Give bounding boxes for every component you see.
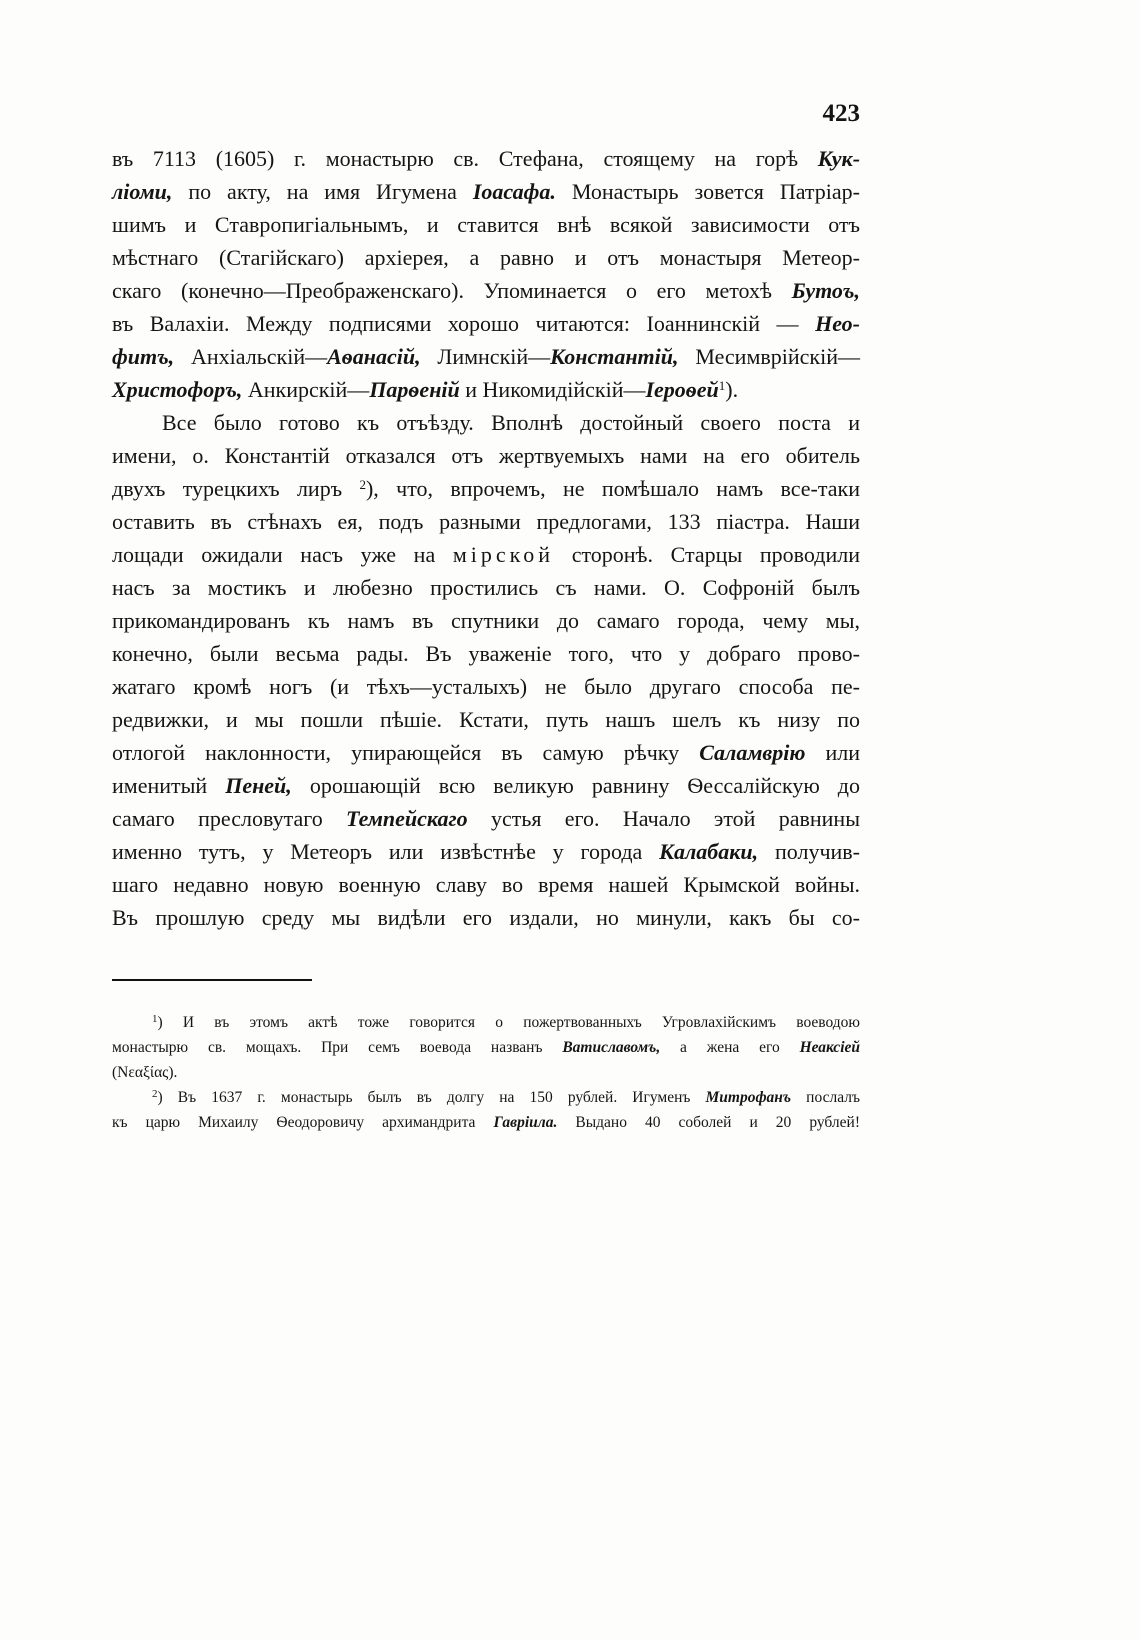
italic-name: Неаксіей <box>799 1039 860 1056</box>
text: ), что, впрочемъ, не помѣшало намъ все-таки <box>365 476 860 501</box>
italic-name: Гавріила. <box>493 1114 558 1131</box>
text: послалъ <box>791 1089 860 1106</box>
italic-name: Нео- <box>815 311 860 336</box>
italic-name: Митрофанъ <box>705 1089 792 1106</box>
text: монастырю св. мощахъ. При семъ воевода названъ <box>112 1039 563 1056</box>
text: орошающій всю великую равнину Ѳессалійскую до <box>291 773 860 798</box>
text: Месимврійскій— <box>678 344 860 369</box>
footnote-line <box>112 1010 860 1035</box>
italic-name: Іероѳей <box>645 377 719 402</box>
text: скаго (конечно—Преображенскаго). Упоминается о его метохѣ <box>112 278 792 303</box>
italic-name: ліоми, <box>112 179 173 204</box>
text-line: Все было готово къ отъѣзду. Вполнѣ достойный своего поста и <box>162 410 860 435</box>
text-line: Въ прошлую среду мы видѣли его издали, но минули, какъ бы со- <box>112 905 860 930</box>
text: отлогой наклонности, упирающейся въ самую рѣчку <box>112 740 700 765</box>
text: ) И въ этомъ актѣ тоже говорится о пожертвованныхъ Угровлахійскимъ воеводою <box>157 1014 860 1031</box>
text-line <box>112 769 860 802</box>
text: получив- <box>758 839 860 864</box>
text-line <box>112 802 860 835</box>
footnote-ref-2: 2 <box>359 477 366 492</box>
text: ). <box>725 377 739 402</box>
italic-name: Христофоръ, <box>112 377 243 402</box>
text-line <box>112 340 860 373</box>
text-line <box>112 373 860 406</box>
footnote-number: 2 <box>152 1088 158 1100</box>
text: сторонѣ. Старцы проводили <box>554 542 860 567</box>
text-line: прикомандированъ къ намъ въ спутники до самаго города, чему мы, <box>112 608 860 633</box>
text: именно тутъ, у Метеоръ или извѣстнѣе у города <box>112 839 660 864</box>
footnote-line: (Νεαξίας). <box>112 1064 178 1081</box>
text-line <box>112 835 860 868</box>
footnote-line <box>112 1035 860 1060</box>
text: и Никомидійскій— <box>459 377 646 402</box>
text-line: конечно, были весьма рады. Въ уваженіе того, что у добраго прово- <box>112 641 860 666</box>
footnotes <box>112 1010 860 1135</box>
text: къ царю Михаилу Ѳеодоровичу архимандрита <box>112 1114 494 1131</box>
page-number: 423 <box>822 100 860 127</box>
text: ) Въ 1637 г. монастырь былъ въ долгу на 150 рублей. Игуменъ <box>157 1089 706 1106</box>
text-line: мѣстнаго (Стагійскаго) архіерея, а равно и отъ монастыря Метеор- <box>112 245 860 270</box>
text: или <box>805 740 860 765</box>
text-line: оставить въ стѣнахъ ея, подъ разными предлогами, 133 піастра. Наши <box>112 509 860 534</box>
text: по акту, на имя Игумена <box>172 179 473 204</box>
text-line <box>112 472 860 505</box>
text-line: шимъ и Ставропигіальнымъ, и ставится внѣ всякой зависимости отъ <box>112 212 860 237</box>
italic-name: Парѳеній <box>369 377 460 402</box>
spaced-word: мірской <box>452 542 555 567</box>
text: въ 7113 (1605) г. монастырю св. Стефана, стоящему на горѣ <box>112 146 799 171</box>
italic-name: Саламврію <box>699 740 806 765</box>
text-line <box>112 142 860 175</box>
text-line: жатаго кромѣ ногъ (и тѣхъ—усталыхъ) не было другаго способа пе- <box>112 674 860 699</box>
italic-name: Аѳанасій, <box>327 344 421 369</box>
italic-name: Кук- <box>817 146 861 171</box>
text-line: редвижки, и мы пошли пѣшіе. Кстати, путь нашъ шелъ къ низу по <box>112 707 860 732</box>
footnote-line <box>112 1085 860 1110</box>
text-line: насъ за мостикъ и любезно простились съ нами. О. Софроній былъ <box>112 575 860 600</box>
italic-name: фитъ, <box>112 344 175 369</box>
footnote-number: 1 <box>152 1013 158 1025</box>
text-line <box>112 307 860 340</box>
text: Анкирскій— <box>242 377 370 402</box>
text-line <box>112 736 860 769</box>
text: въ Валахіи. Между подписями хорошо читаются: Іоаннинскій — <box>112 311 816 336</box>
italic-name: Ватиславомъ, <box>562 1039 661 1056</box>
italic-name: Калабаки, <box>659 839 759 864</box>
text: лощади ожидали насъ уже на <box>112 542 453 567</box>
italic-name: Темпейскаго <box>346 806 468 831</box>
text: двухъ турецкихъ лиръ <box>112 476 360 501</box>
footnote-divider <box>112 979 312 981</box>
footnote-ref-1: 1 <box>718 378 726 393</box>
body-text <box>112 142 860 934</box>
text-line: имени, о. Константій отказался отъ жертвуемыхъ нами на его обитель <box>112 443 860 468</box>
text-line <box>112 175 860 208</box>
footnote-line <box>112 1110 860 1135</box>
text: а жена его <box>660 1039 800 1056</box>
text-line <box>112 538 860 571</box>
text-line <box>112 274 860 307</box>
text: Выдано 40 соболей и 20 рублей! <box>557 1114 860 1131</box>
text-line: шаго недавно новую военную славу во время нашей Крымской войны. <box>112 872 860 897</box>
text: устья его. Начало этой равнины <box>467 806 860 831</box>
text: Монастырь зовется Патріар- <box>555 179 860 204</box>
italic-name: Пеней, <box>225 773 292 798</box>
text: Лимнскій— <box>420 344 551 369</box>
italic-name: Бутоъ, <box>791 278 860 303</box>
italic-name: Константій, <box>550 344 679 369</box>
text: самаго пресловутаго <box>112 806 346 831</box>
text: именитый <box>112 773 226 798</box>
italic-name: Іоасафа. <box>472 179 556 204</box>
text: Анхіальскій— <box>174 344 328 369</box>
